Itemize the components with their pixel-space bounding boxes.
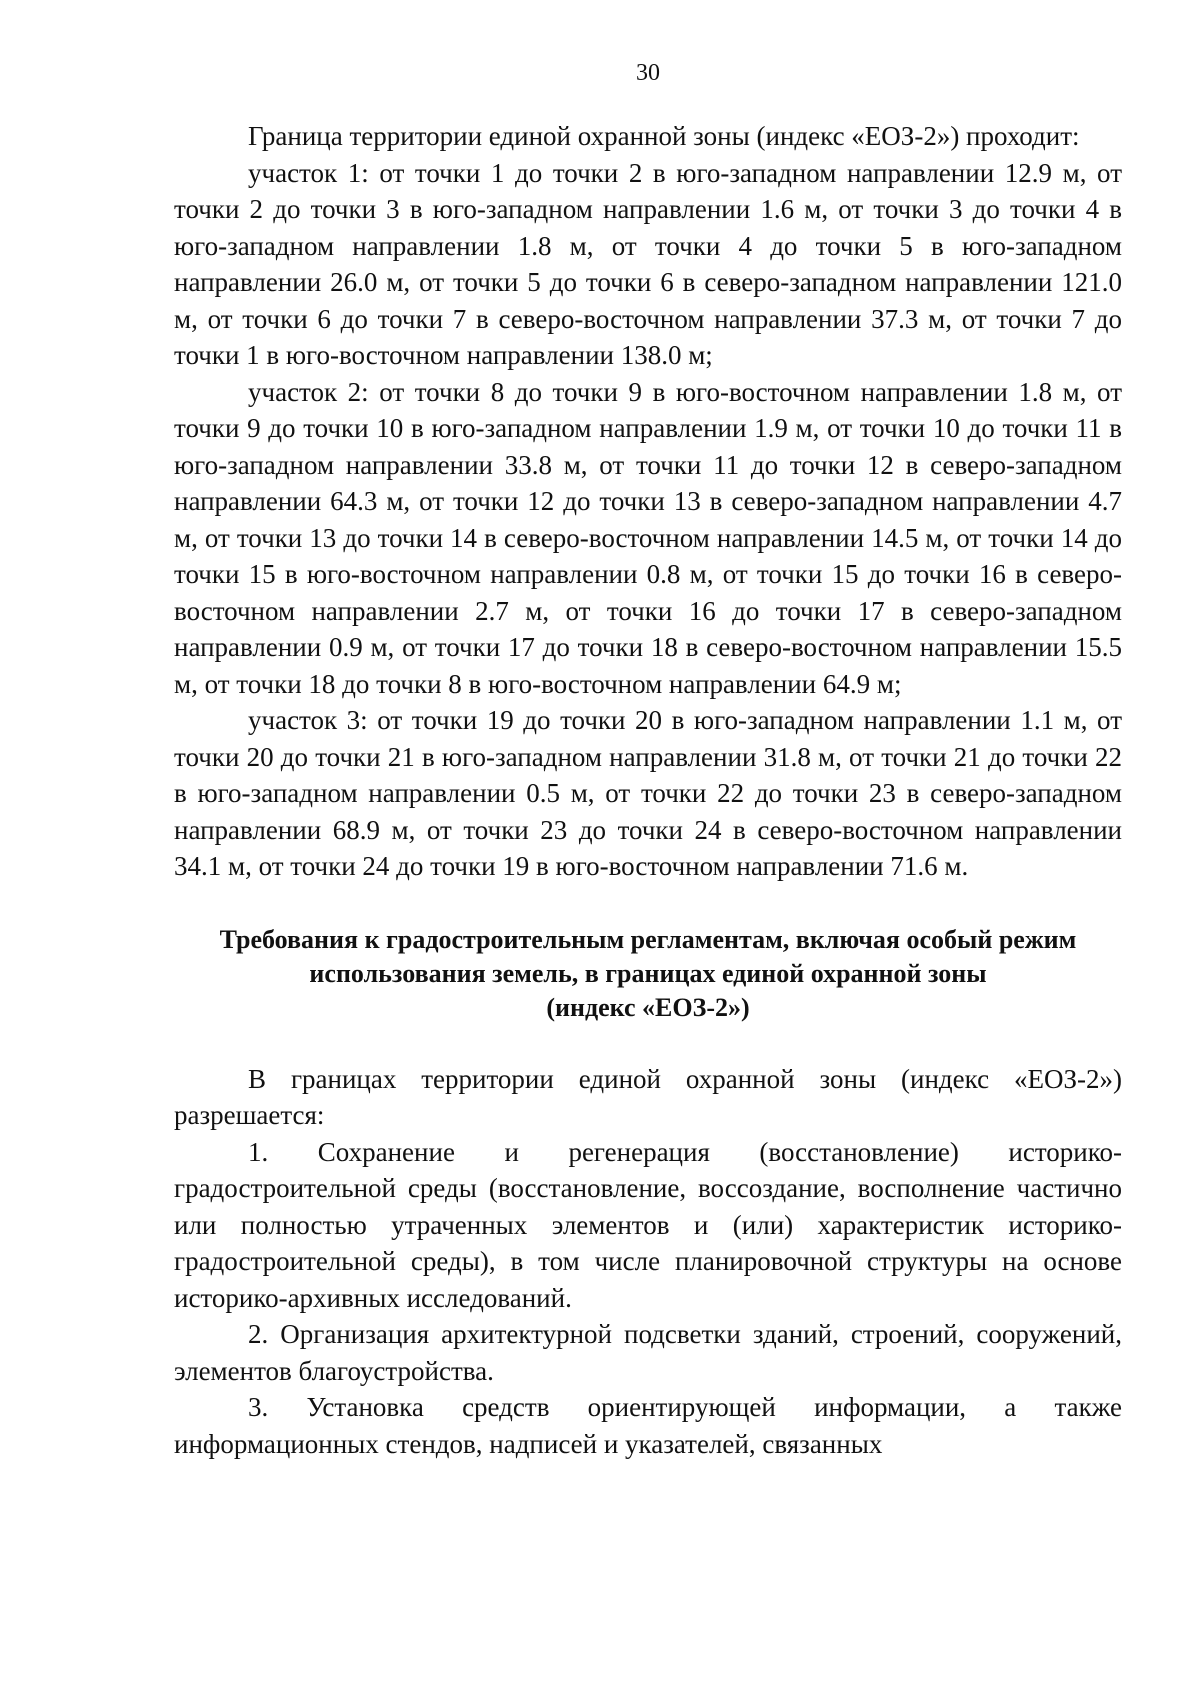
section-2-paragraph: участок 2: от точки 8 до точки 9 в юго-восточном направлении 1.8 м, от точки 9 до точки 10 в юго-западном направлении 1.9 м, от точки 10 до точки 11 в юго-западном направлении 33.8 м, от точки 11 до точки 12 в северо-западном направлении 64.3 м, от точки 12 до точки 13 в северо-западном направлении 4.7 м, от точки 13 до точки 14 в северо-восточном направлении 14.5 м, от точки 14 до точки 15 в юго-восточном направлении 0.8 м, от точки 15 до точки 16 в северо-восточном направлении 2.7 м, от точки 16 до точки 17 в северо-западном направлении 0.9 м, от точки 17 до точки 18 в северо-восточном направлении 15.5 м, от точки 18 до точки 8 в юго-восточном направлении 64.9 м; [174, 376, 1122, 699]
heading-line-1: Требования к градостроительным регламентам, включая особый режим [219, 924, 1077, 954]
permitted-item-3: 3. Установка средств ориентирующей информации, а также информационных стендов, надписей и указателей, связанных [174, 1392, 1122, 1459]
document-body [174, 118, 1122, 1462]
heading-line-3: (индекс «ЕОЗ-2») [546, 992, 750, 1022]
permitted-intro-paragraph: В границах территории единой охранной зоны (индекс «ЕОЗ-2») разрешается: [174, 1063, 1122, 1130]
section-1-paragraph: участок 1: от точки 1 до точки 2 в юго-западном направлении 12.9 м, от точки 2 до точки 3 в юго-западном направлении 1.6 м, от точки 3 до точки 4 в юго-западном направлении 1.8 м, от точки 4 до точки 5 в юго-западном направлении 26.0 м, от точки 5 до точки 6 в северо-западном направлении 121.0 м, от точки 6 до точки 7 в северо-восточном направлении 37.3 м, от точки 7 до точки 1 в юго-восточном направлении 138.0 м; [174, 157, 1122, 370]
boundary-intro-paragraph: Граница территории единой охранной зоны (индекс «ЕОЗ-2») проходит: [248, 121, 1080, 151]
section-3-paragraph: участок 3: от точки 19 до точки 20 в юго-западном направлении 1.1 м, от точки 20 до точки 21 в юго-западном направлении 31.8 м, от точки 21 до точки 22 в юго-западном направлении 0.5 м, от точки 22 до точки 23 в северо-западном направлении 68.9 м, от точки 23 до точки 24 в северо-восточном направлении 34.1 м, от точки 24 до точки 19 в юго-восточном направлении 71.6 м. [174, 705, 1122, 881]
page-number: 30 [636, 60, 660, 86]
section-heading [174, 923, 1122, 1025]
permitted-item-2: 2. Организация архитектурной подсветки зданий, строений, сооружений, элементов благоустройства. [174, 1319, 1122, 1386]
heading-line-2: использования земель, в границах единой охранной зоны [309, 958, 987, 988]
permitted-item-1: 1. Сохранение и регенерация (восстановление) историко-градостроительной среды (восстановление, воссоздание, восполнение частично или полностью утраченных элементов и (или) характеристик историко-градостроительной среды), в том числе планировочной структуры на основе историко-архивных исследований. [174, 1136, 1122, 1313]
